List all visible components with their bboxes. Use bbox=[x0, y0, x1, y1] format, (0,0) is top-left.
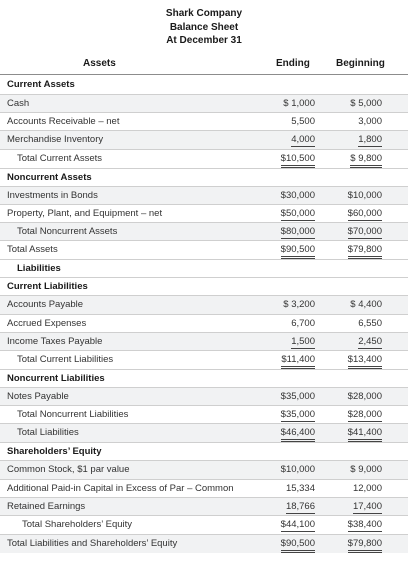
table-row bbox=[0, 314, 408, 333]
beginning-value: 12,000 bbox=[352, 483, 382, 494]
row-label: Current Assets bbox=[7, 79, 75, 90]
ending-value: 15,334 bbox=[285, 483, 315, 494]
ending-value: $11,400 bbox=[281, 354, 315, 369]
row-label: Total Current Assets bbox=[17, 153, 103, 164]
ending-value: $90,500 bbox=[281, 244, 315, 259]
beginning-value: 1,800 bbox=[358, 134, 382, 145]
section-header-row bbox=[0, 277, 408, 296]
table-row bbox=[0, 332, 408, 351]
row-label: Accounts Receivable – net bbox=[7, 116, 120, 127]
row-label: Investments in Bonds bbox=[7, 190, 98, 201]
section-header-row bbox=[0, 369, 408, 388]
row-label: Liabilities bbox=[17, 263, 61, 274]
beginning-value: $28,000 bbox=[347, 391, 382, 402]
beginning-value: $10,000 bbox=[347, 190, 382, 201]
table-row bbox=[0, 149, 408, 168]
section-header-row bbox=[0, 442, 408, 461]
row-label: Total Current Liabilities bbox=[17, 354, 114, 365]
ending-value: 5,500 bbox=[291, 116, 315, 127]
section-header-row bbox=[0, 76, 408, 94]
row-label: Additional Paid-in Capital in Excess of Par – Common bbox=[7, 483, 234, 494]
row-label: Income Taxes Payable bbox=[7, 336, 103, 347]
ending-column-header: Ending bbox=[276, 58, 310, 69]
table-row bbox=[0, 130, 408, 149]
beginning-value: 3,000 bbox=[358, 116, 382, 127]
table-row bbox=[0, 204, 408, 223]
table-row bbox=[0, 112, 408, 131]
row-label: Noncurrent Liabilities bbox=[7, 373, 105, 384]
row-label: Common Stock, $1 par value bbox=[7, 464, 130, 475]
statement-date: At December 31 bbox=[166, 35, 242, 46]
table-row bbox=[0, 350, 408, 369]
statement-title: Balance Sheet bbox=[169, 21, 239, 33]
row-label: Total Liabilities and Shareholders’ Equity bbox=[7, 538, 178, 549]
table-row bbox=[0, 295, 408, 314]
beginning-column-header: Beginning bbox=[336, 58, 385, 69]
table-row bbox=[0, 94, 408, 113]
row-label: Retained Earnings bbox=[7, 501, 86, 512]
table-row bbox=[0, 423, 408, 442]
beginning-value: $79,800 bbox=[348, 244, 382, 259]
row-label: Merchandise Inventory bbox=[7, 134, 104, 145]
section-header-row bbox=[0, 168, 408, 187]
beginning-value: $13,400 bbox=[348, 354, 382, 369]
ending-value: $50,000 bbox=[280, 208, 315, 219]
ending-value: $30,000 bbox=[280, 190, 315, 201]
ending-value: 18,766 bbox=[285, 501, 315, 512]
row-label: Total Noncurrent Assets bbox=[17, 226, 118, 237]
ending-value: $10,500 bbox=[281, 153, 315, 168]
header-divider bbox=[0, 74, 408, 75]
row-label: Total Noncurrent Liabilities bbox=[17, 409, 129, 420]
row-label: Current Liabilities bbox=[7, 281, 88, 292]
row-label: Accounts Payable bbox=[7, 299, 84, 310]
ending-value: 4,000 bbox=[291, 134, 315, 145]
ending-value: $10,000 bbox=[280, 464, 315, 475]
assets-column-header: Assets bbox=[83, 58, 116, 69]
table-row bbox=[0, 515, 408, 534]
ending-value: $35,000 bbox=[280, 391, 315, 402]
row-label: Shareholders’ Equity bbox=[7, 446, 102, 457]
table-row bbox=[0, 479, 408, 498]
table-row bbox=[0, 497, 408, 516]
beginning-value: 6,550 bbox=[358, 318, 382, 329]
table-row bbox=[0, 405, 408, 424]
table-row bbox=[0, 222, 408, 241]
ending-value: 6,700 bbox=[291, 318, 315, 329]
row-label: Total Assets bbox=[7, 244, 58, 255]
ending-value: 1,500 bbox=[291, 336, 315, 347]
beginning-value: $79,800 bbox=[348, 538, 382, 553]
row-label: Total Shareholders’ Equity bbox=[22, 519, 133, 530]
beginning-value: $ 5,000 bbox=[350, 98, 382, 109]
beginning-value: $ 9,800 bbox=[350, 153, 382, 168]
beginning-value: $60,000 bbox=[347, 208, 382, 219]
table-row bbox=[0, 186, 408, 205]
beginning-value: $ 9,000 bbox=[350, 464, 382, 475]
ending-value: $35,000 bbox=[280, 409, 315, 420]
ending-value: $44,100 bbox=[280, 519, 315, 530]
row-label: Notes Payable bbox=[7, 391, 69, 402]
beginning-value: $ 4,400 bbox=[350, 299, 382, 310]
ending-value: $80,000 bbox=[280, 226, 315, 237]
ending-value: $ 1,000 bbox=[283, 98, 315, 109]
table-row bbox=[0, 534, 408, 553]
beginning-value: 17,400 bbox=[352, 501, 382, 512]
row-label: Accrued Expenses bbox=[7, 318, 87, 329]
beginning-value: $70,000 bbox=[347, 226, 382, 237]
beginning-value: $28,000 bbox=[347, 409, 382, 420]
row-label: Cash bbox=[7, 98, 30, 109]
beginning-value: $41,400 bbox=[348, 427, 382, 442]
row-label: Noncurrent Assets bbox=[7, 172, 92, 183]
ending-value: $90,500 bbox=[281, 538, 315, 553]
row-label: Property, Plant, and Equipment – net bbox=[7, 208, 163, 219]
row-label: Total Liabilities bbox=[17, 427, 79, 438]
beginning-value: $38,400 bbox=[347, 519, 382, 530]
section-header-row bbox=[0, 259, 408, 278]
beginning-value: 2,450 bbox=[358, 336, 382, 347]
statement-header bbox=[0, 7, 408, 48]
company-name: Shark Company bbox=[165, 8, 243, 19]
ending-value: $46,400 bbox=[281, 427, 315, 442]
table-row bbox=[0, 387, 408, 406]
table-row bbox=[0, 460, 408, 479]
ending-value: $ 3,200 bbox=[283, 299, 315, 310]
table-row bbox=[0, 240, 408, 259]
